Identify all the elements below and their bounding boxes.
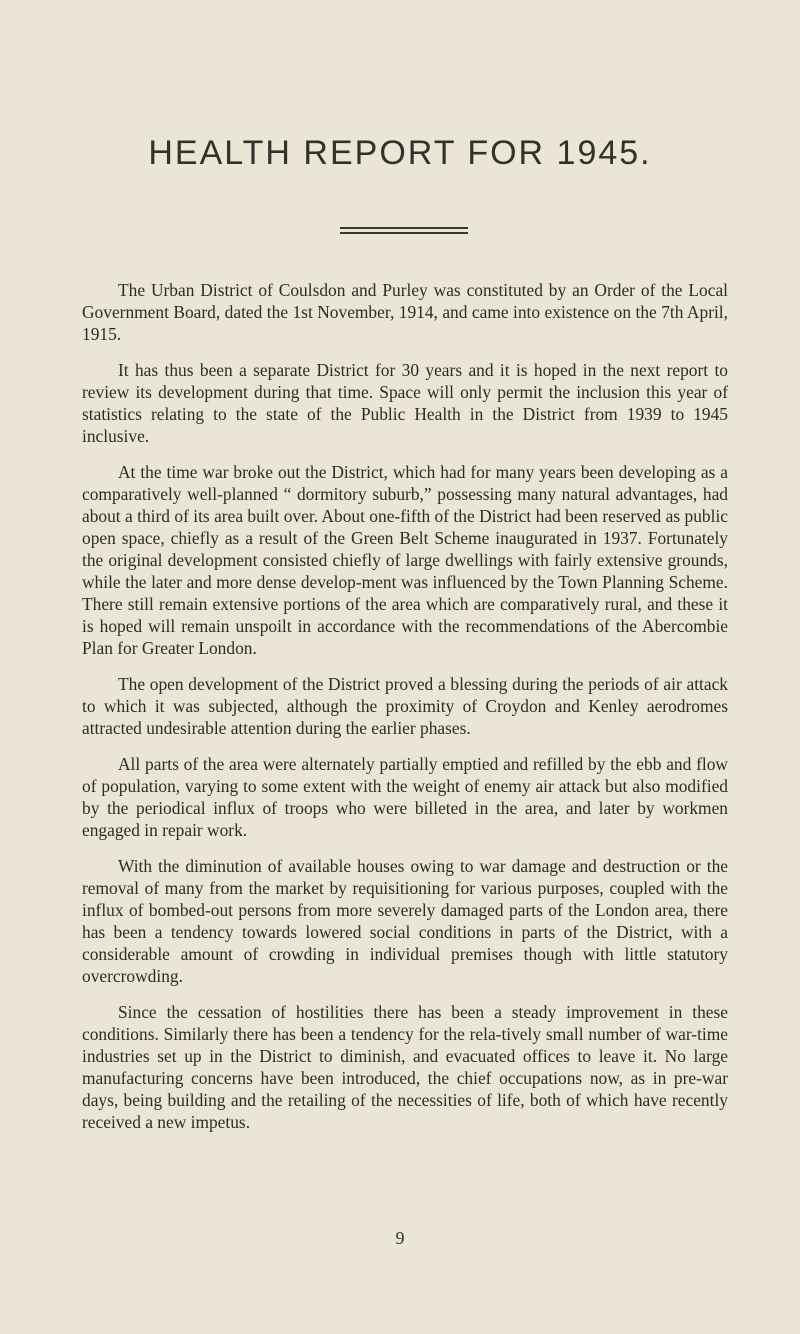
- paragraph-1: The Urban District of Coulsdon and Purley was constituted by an Order of the Local Government Board, dated the 1st November, 1914, and came into existence on the 7th April, 1915.: [82, 280, 728, 344]
- title-divider-bottom: [340, 232, 468, 234]
- page-number: 9: [395, 1228, 405, 1248]
- paragraph-7: Since the cessation of hostilities there has been a steady improvement in these conditions. Similarly there has been a tendency for the rela-tively small number of war-time industries set up in the District to diminish, and evacuated offices to leave it. No large manufacturing concerns have been introduced, the chief occupations now, as in pre-war days, being building and the retailing of the necessities of life, both of which have recently received a new impetus.: [82, 1002, 728, 1132]
- paragraph-3: At the time war broke out the District, which had for many years been developing as a comparatively well-planned “ dormitory suburb,” possessing many natural advantages, had about a third of its area built over. About one-fifth of the District had been reserved as public open space, chiefly as a result of the Green Belt Scheme inaugurated in 1937. Fortunately the original development consisted chiefly of large dwellings with fairly extensive grounds, while the later and more dense develop-ment was influenced by the Town Planning Scheme. There still remain extensive portions of the area which are comparatively rural, and these it is hoped will remain unspoilt in accordance with the recommendations of the Abercombie Plan for Greater London.: [82, 462, 728, 658]
- paragraph-2: It has thus been a separate District for 30 years and it is hoped in the next report to review its development during that time. Space will only permit the inclusion this year of statistics relating to the state of the Public Health in the District from 1939 to 1945 inclusive.: [82, 360, 728, 446]
- paragraph-6: With the diminution of available houses owing to war damage and destruction or the removal of many from the market by requisitioning for various purposes, coupled with the influx of bombed-out persons from more severely damaged parts of the London area, there has been a tendency towards lowered social conditions in parts of the District, with a considerable amount of crowding in individual premises though with little statutory overcrowding.: [82, 856, 728, 986]
- paragraph-4: The open development of the District proved a blessing during the periods of air attack to which it was subjected, although the proximity of Croydon and Kenley aerodromes attracted undesirable attention during the earlier phases.: [82, 674, 728, 738]
- report-body: [82, 280, 728, 1148]
- title-divider-top: [340, 227, 468, 229]
- paragraph-5: All parts of the area were alternately partially emptied and refilled by the ebb and flow of population, varying to some extent with the weight of enemy air attack but also modified by the periodical influx of troops who were billeted in the area, and later by workmen engaged in repair work.: [82, 754, 728, 840]
- page-title: HEALTH REPORT FOR 1945.: [148, 134, 652, 172]
